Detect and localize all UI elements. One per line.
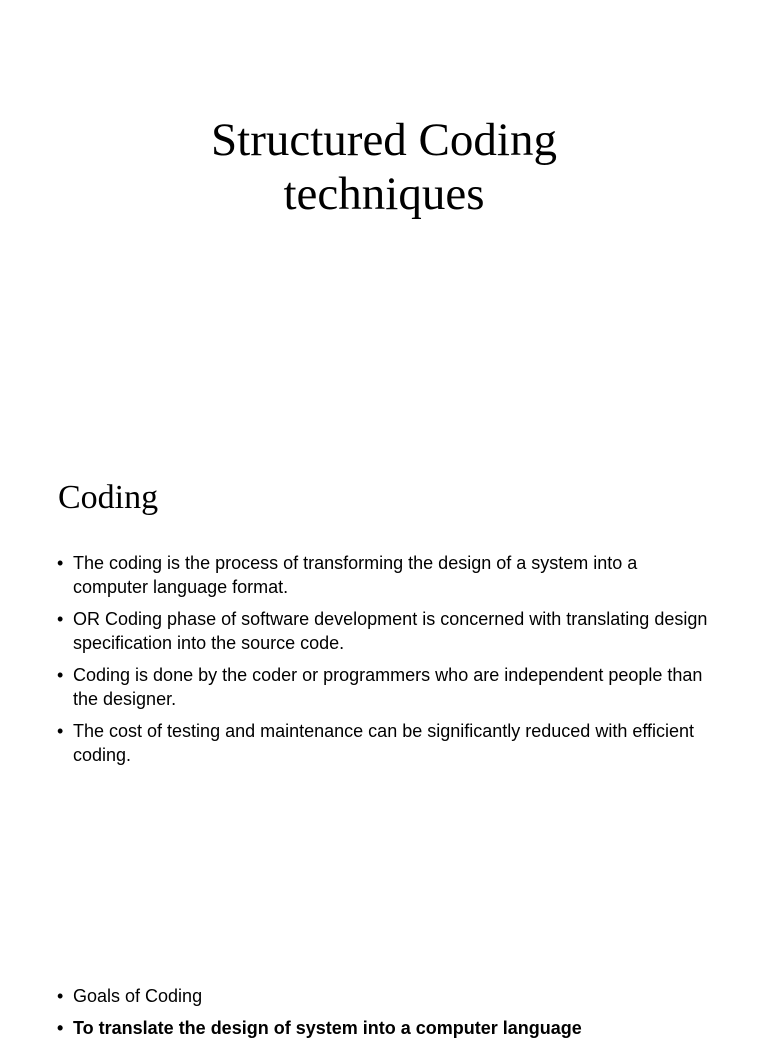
bullet-list (56, 551, 716, 775)
slide-goals (0, 864, 768, 1038)
slide-title (0, 0, 768, 432)
bullet-item: • Goals of Coding (56, 984, 716, 1008)
slide-title-heading (84, 113, 684, 221)
title-line-1: Structured Coding (211, 114, 557, 166)
section-heading: Coding (58, 479, 159, 516)
bullet-list (56, 984, 716, 1048)
bullet-item: • Coding is done by the coder or programmers who are independent people than the designer. (56, 663, 716, 711)
bullet-item: • OR Coding phase of software development is concerned with translating design specification into the source code. (56, 607, 716, 655)
slide-coding (0, 432, 768, 864)
bullet-item: • The coding is the process of transforming the design of a system into a computer language format. (56, 551, 716, 599)
bullet-item: • To translate the design of system into a computer language (56, 1016, 716, 1040)
bullet-item: • The cost of testing and maintenance can be significantly reduced with efficient coding. (56, 719, 716, 767)
title-line-2: techniques (283, 168, 485, 220)
